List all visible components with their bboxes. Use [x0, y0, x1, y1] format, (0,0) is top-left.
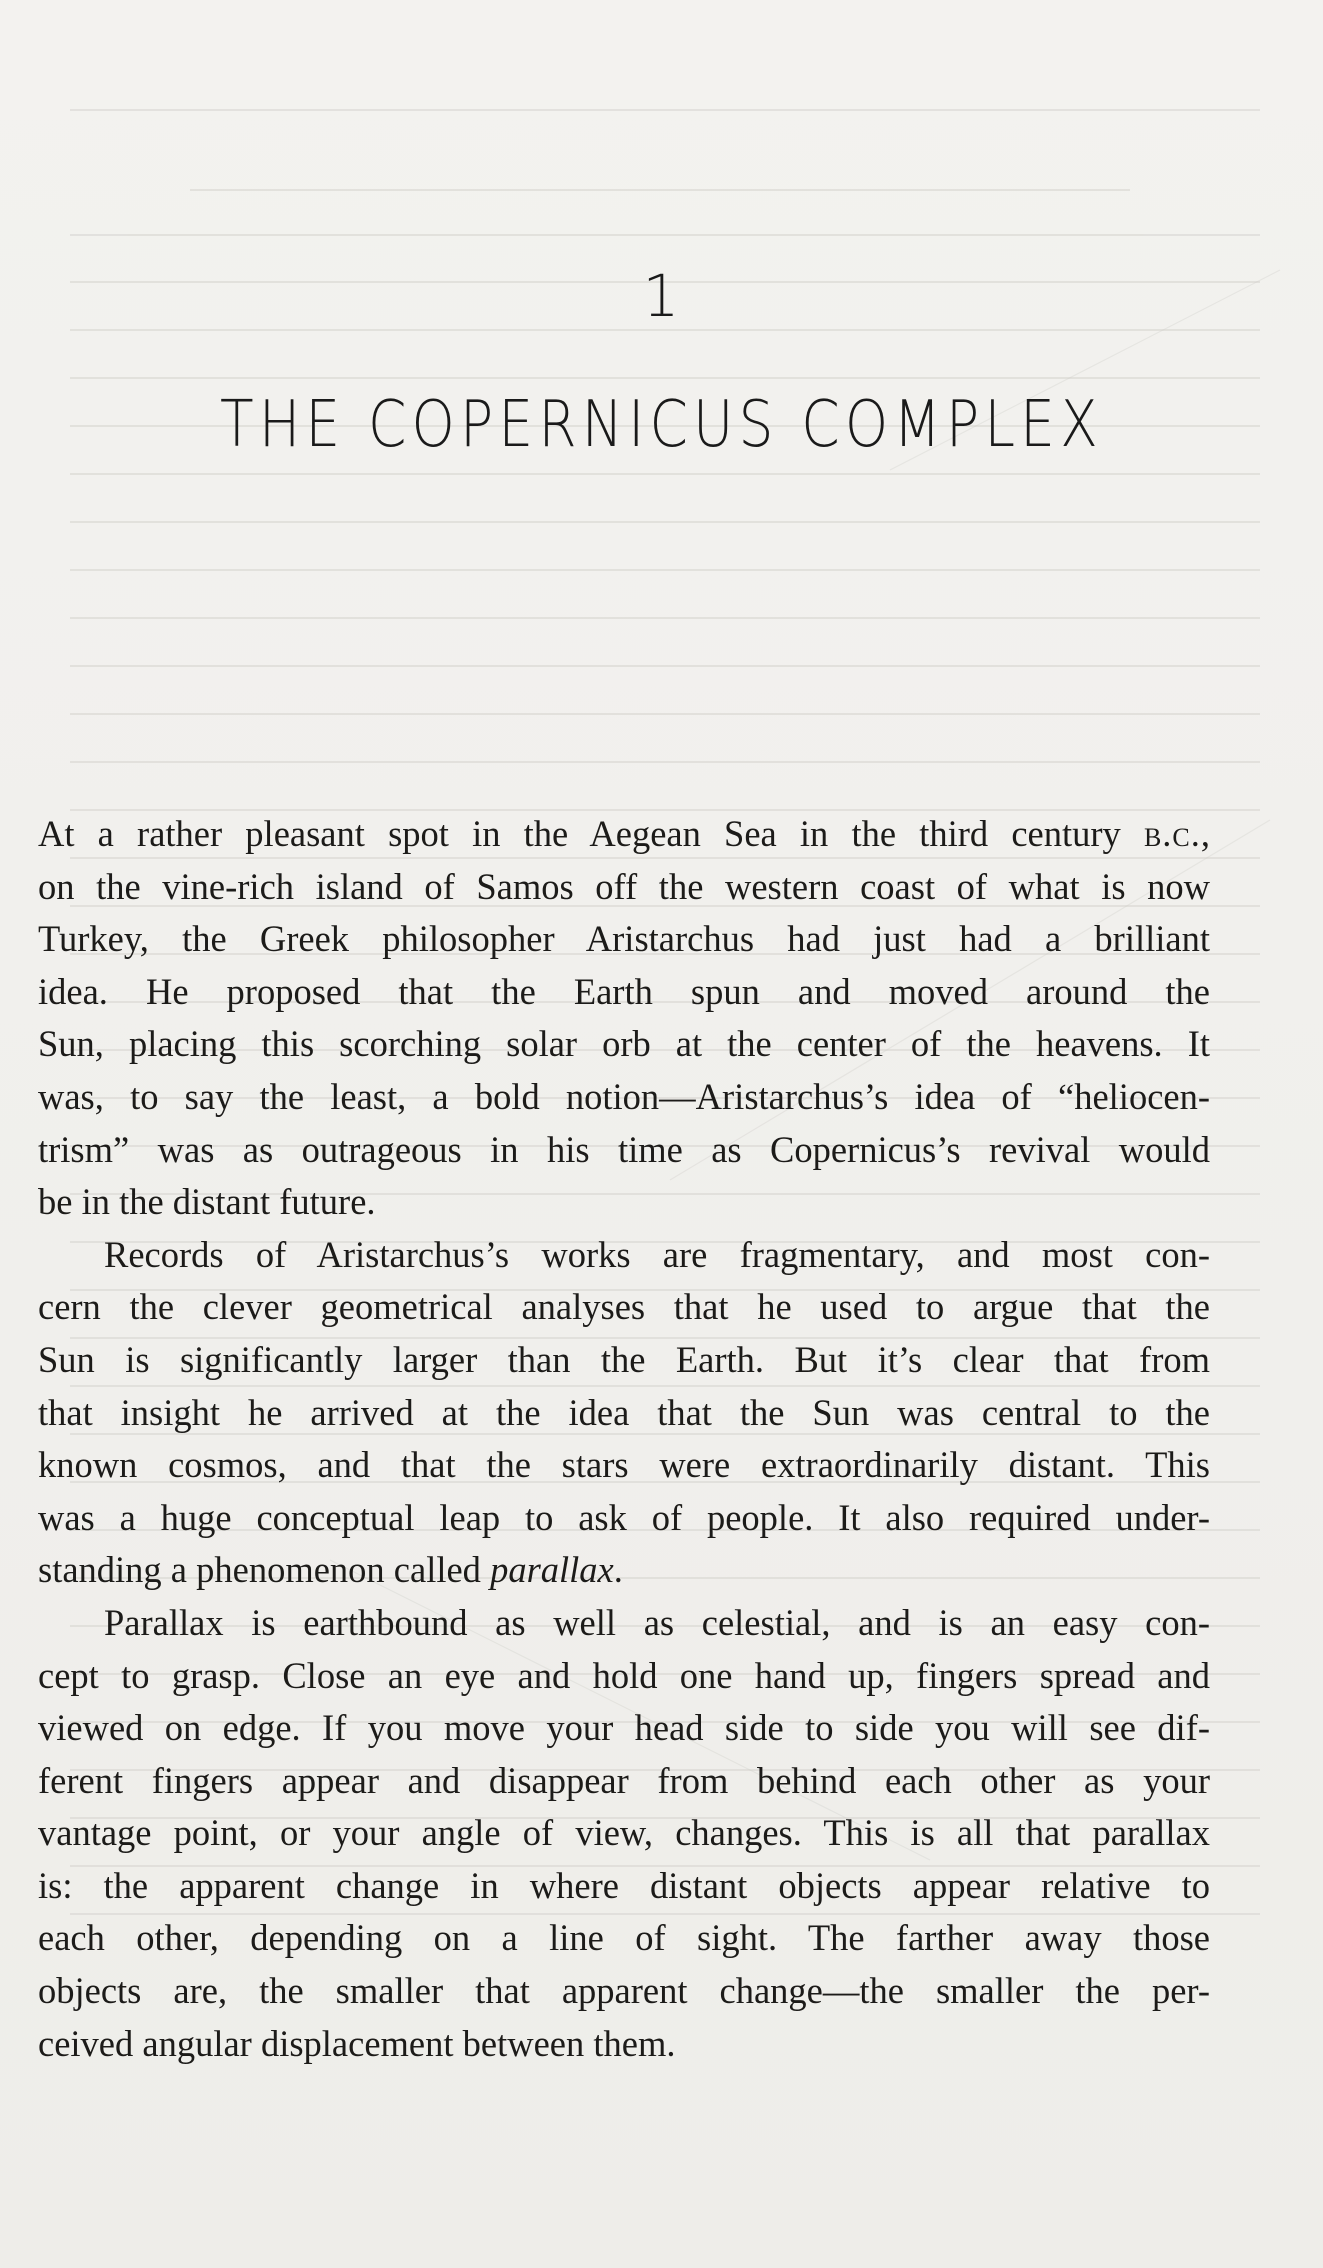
- text-line: Turkey, the Greek philosopher Aristarchus had just had a brilliant: [38, 918, 1210, 960]
- text-line: trism” was as outrageous in his time as Copernicus’s revival would: [38, 1128, 1210, 1170]
- text-line: was a huge conceptual leap to ask of people. It also required under-: [38, 1496, 1210, 1538]
- text-line: idea. He proposed that the Earth spun and moved around the: [38, 970, 1210, 1012]
- text-line: standing a phenomenon called parallax.: [38, 1549, 623, 1591]
- emphasis-term: parallax: [490, 1549, 614, 1591]
- text-line: viewed on edge. If you move your head side to side you will see dif-: [38, 1707, 1210, 1749]
- era-abbreviation: b.c.: [1143, 813, 1201, 854]
- chapter-title: THE COPERNICUS COMPLEX: [220, 388, 1103, 462]
- text-line: cept to grasp. Close an eye and hold one hand up, fingers spread and: [38, 1654, 1210, 1696]
- text-line: At a rather pleasant spot in the Aegean Sea in the third century b.c.,: [38, 813, 1210, 854]
- paragraph: [38, 1597, 1210, 2070]
- paragraph: [38, 808, 1210, 1229]
- text-line: ferent fingers appear and disappear from behind each other as your: [38, 1759, 1210, 1801]
- text-line: ceived angular displacement between them.: [38, 2022, 676, 2064]
- text-line: objects are, the smaller that apparent change—the smaller the per-: [38, 1970, 1210, 2012]
- text-line: known cosmos, and that the stars were extraordinarily distant. This: [38, 1444, 1210, 1486]
- text-line: Parallax is earthbound as well as celestial, and is an easy con-: [104, 1601, 1210, 1643]
- text-line: be in the distant future.: [38, 1181, 376, 1223]
- text-line: that insight he arrived at the idea that the Sun was central to the: [38, 1391, 1210, 1433]
- text-line: is: the apparent change in where distant objects appear relative to: [38, 1864, 1210, 1906]
- text-line: cern the clever geometrical analyses that he used to argue that the: [38, 1286, 1210, 1328]
- text-line: Records of Aristarchus’s works are fragmentary, and most con-: [104, 1233, 1210, 1275]
- text-line: on the vine-rich island of Samos off the western coast of what is now: [38, 865, 1210, 907]
- chapter-body: [38, 808, 1210, 2070]
- text-line: Sun, placing this scorching solar orb at the center of the heavens. It: [38, 1023, 1210, 1065]
- text-line: Sun is significantly larger than the Earth. But it’s clear that from: [38, 1338, 1210, 1380]
- text-line: each other, depending on a line of sight. The farther away those: [38, 1917, 1210, 1959]
- paragraph: [38, 1229, 1210, 1597]
- text-line: was, to say the least, a bold notion—Aristarchus’s idea of “heliocen-: [38, 1075, 1210, 1117]
- text-line: vantage point, or your angle of view, changes. This is all that parallax: [38, 1812, 1210, 1854]
- chapter-number: 1: [642, 262, 681, 330]
